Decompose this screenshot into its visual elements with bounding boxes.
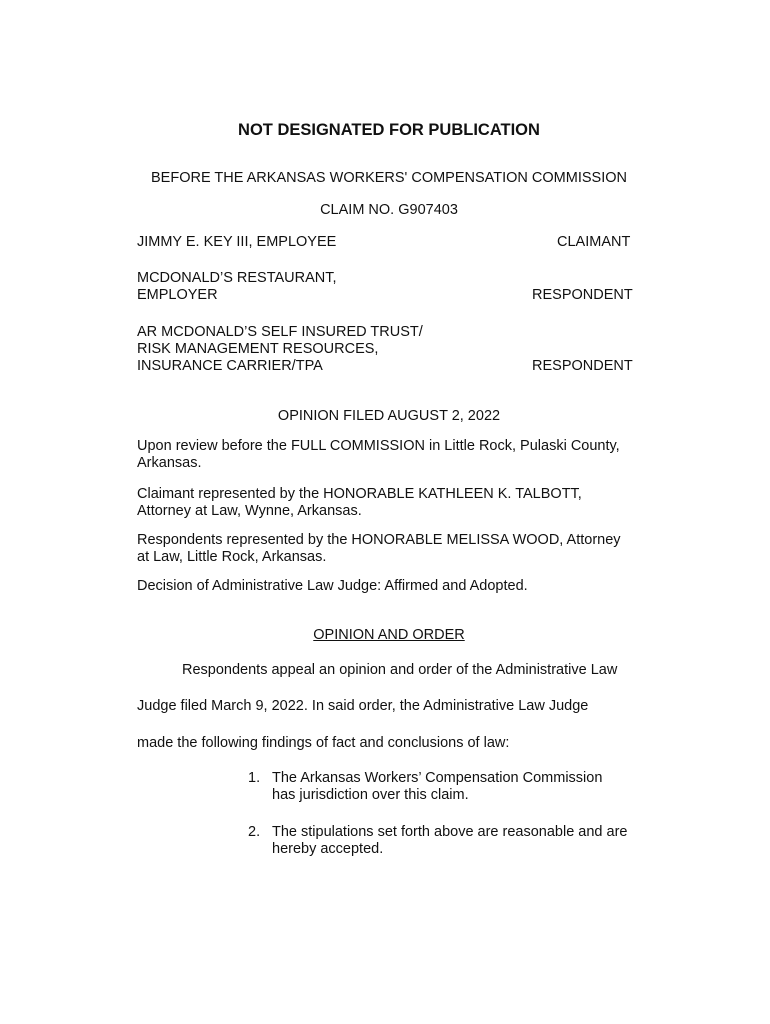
party-employer-line: MCDONALD’S RESTAURANT,: [137, 270, 337, 286]
paragraph-line: Claimant represented by the HONORABLE KATHLEEN K. TALBOTT,: [137, 486, 582, 502]
publication-notice: NOT DESIGNATED FOR PUBLICATION: [238, 121, 540, 139]
finding-line: The Arkansas Workers’ Compensation Commission: [272, 770, 603, 786]
paragraph-line: Arkansas.: [137, 455, 202, 471]
body-line: Judge filed March 9, 2022. In said order, the Administrative Law Judge: [137, 698, 589, 714]
finding-line: hereby accepted.: [272, 841, 384, 857]
paragraph-line: Respondents represented by the HONORABLE MELISSA WOOD, Attorney: [137, 532, 621, 548]
party-claimant-name: JIMMY E. KEY III, EMPLOYEE: [137, 234, 337, 250]
finding-item: [272, 770, 652, 804]
paragraph-line: Attorney at Law, Wynne, Arkansas.: [137, 503, 362, 519]
party-employer-line: EMPLOYER: [137, 287, 218, 303]
party-claimant-role: CLAIMANT: [557, 234, 631, 250]
finding-line: has jurisdiction over this claim.: [272, 787, 469, 803]
finding-number: 2.: [248, 824, 261, 840]
party-carrier-line: INSURANCE CARRIER/TPA: [137, 358, 323, 374]
claim-number: CLAIM NO. G907403: [320, 202, 458, 218]
party-carrier-line: RISK MANAGEMENT RESOURCES,: [137, 341, 379, 357]
review-paragraph: [137, 438, 657, 472]
party-carrier-line: AR MCDONALD’S SELF INSURED TRUST/: [137, 324, 423, 340]
party-employer-role: RESPONDENT: [532, 287, 633, 303]
paragraph-line: Upon review before the FULL COMMISSION in Little Rock, Pulaski County,: [137, 438, 620, 454]
finding-line: The stipulations set forth above are reasonable and are: [272, 824, 628, 840]
finding-item: [272, 824, 652, 858]
respondent-counsel-paragraph: [137, 532, 657, 566]
body-line: made the following findings of fact and conclusions of law:: [137, 735, 510, 751]
opinion-filed-date: OPINION FILED AUGUST 2, 2022: [277, 408, 501, 424]
finding-number: 1.: [248, 770, 261, 786]
commission-name: BEFORE THE ARKANSAS WORKERS' COMPENSATION COMMISSION: [151, 170, 627, 186]
paragraph-line: Decision of Administrative Law Judge: Affirmed and Adopted.: [137, 578, 528, 594]
claimant-counsel-paragraph: [137, 486, 657, 520]
body-line: Respondents appeal an opinion and order of the Administrative Law: [182, 662, 618, 678]
decision-paragraph: [137, 578, 657, 595]
section-heading: OPINION AND ORDER: [313, 627, 465, 643]
party-carrier-role: RESPONDENT: [532, 358, 633, 374]
paragraph-line: at Law, Little Rock, Arkansas.: [137, 549, 327, 565]
